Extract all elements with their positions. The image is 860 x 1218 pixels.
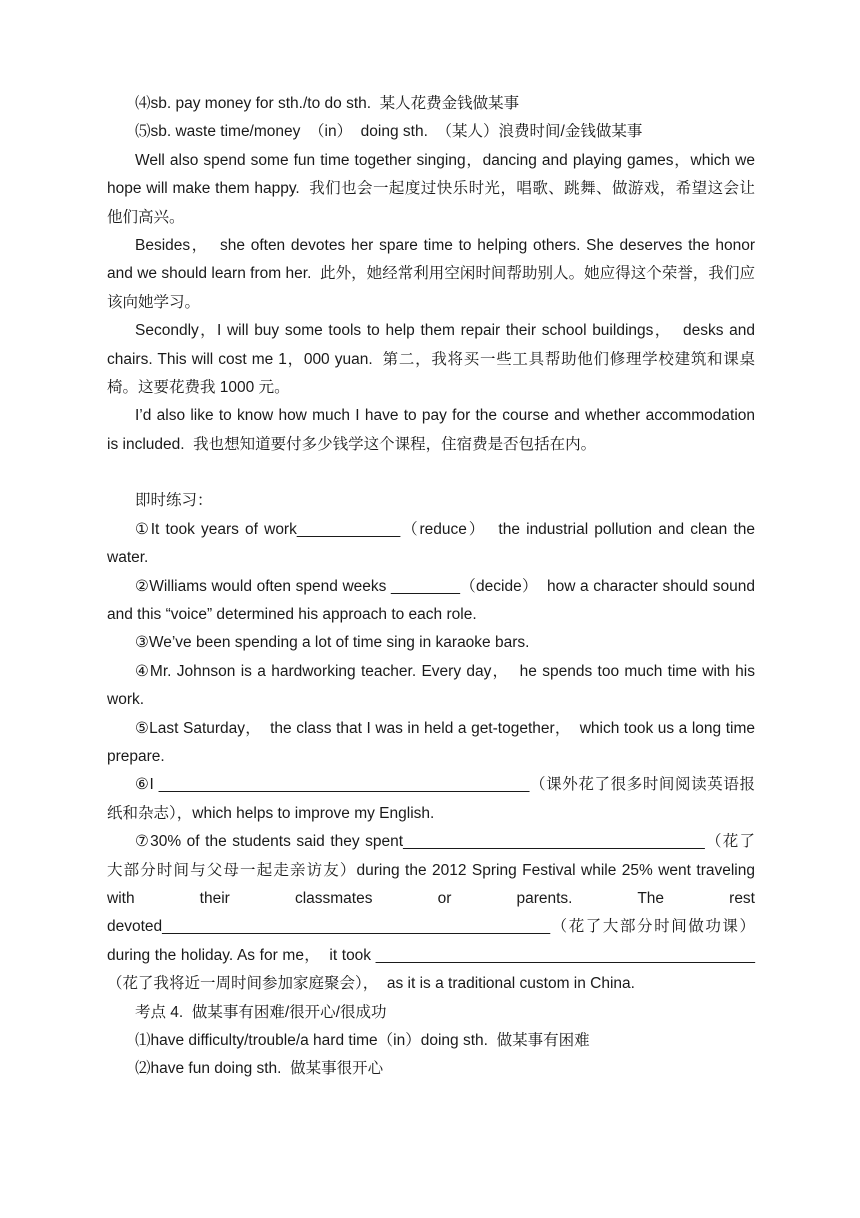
exercise-6: ⑥I ___________________________________________（课外花了很多时间阅读英语报纸和杂志），which helps to improve my English. [107, 776, 755, 822]
section-heading-practice: 即时练习： [135, 492, 213, 510]
text-line-1: ⑷sb. pay money for sth./to do sth. 某人花费金钱做某事 [135, 95, 520, 112]
example-sentence-4: I’d also like to know how much I have to pay for the course and whether accommodation is included. 我也想知道要付多少钱学这个课程，住宿费是否包括在内。 [107, 407, 760, 453]
phrase-1: ⑴have difficulty/trouble/a hard time（in）doing sth. 做某事有困难 [135, 1032, 590, 1049]
exercise-4: ④Mr. Johnson is a hardworking teacher. Every day， he spends too much time with his work. [107, 662, 760, 709]
example-sentence-2: Besides， she often devotes her spare time to helping others. She deserves the honor and we should learn from her. 此外，她经常利用空闲时间帮助别人。她应得这个荣誉，我们应该向她学习。 [107, 237, 760, 311]
text-line-2: ⑸sb. waste time/money （in） doing sth. （某人）浪费时间/金钱做某事 [135, 123, 643, 141]
blank-line [107, 459, 755, 487]
exercise-1: ①It took years of work____________（reduce） the industrial pollution and clean the water. [107, 520, 760, 567]
section-heading-point-4: 考点 4. 做某事有困难/很开心/很成功 [135, 1003, 387, 1021]
exercise-3: ③We’ve been spending a lot of time sing in karaoke bars. [135, 634, 530, 652]
exercise-5: ⑤Last Saturday， the class that I was in held a get-together， which took us a long time prepare. [107, 719, 760, 765]
example-sentence-1: Well also spend some fun time together singing，dancing and playing games，which we hope will make them happy. 我们也会一起度过快乐时光，唱歌、跳舞、做游戏，希望这会让他们高兴。 [107, 151, 760, 226]
phrase-2: ⑵have fun doing sth. 做某事很开心 [135, 1060, 384, 1078]
document-body [107, 90, 760, 1084]
exercise-7: ⑦30% of the students said they spent___________________________________（花了大部分时间与父母一起走亲访友）during the 2012 Spring Festival while 25% went traveling with their classmates or parents. The rest devoted_____________________________________________（花了大部分时间做功课）during the holiday. As for me， it took ____________________________________________（花了我将近一周时间参加家庭聚会）， as it is a traditional custom in China. [107, 833, 760, 993]
example-sentence-3: Secondly，I will buy some tools to help them repair their school buildings， desks and chairs. This will cost me 1，000 yuan. 第二，我将买一些工具帮助他们修理学校建筑和课桌椅。这要花费我 1000 元。 [107, 322, 760, 397]
exercise-2: ②Williams would often spend weeks ________（decide） how a character should sound and this “voice” determined his approach to each role. [107, 577, 760, 623]
